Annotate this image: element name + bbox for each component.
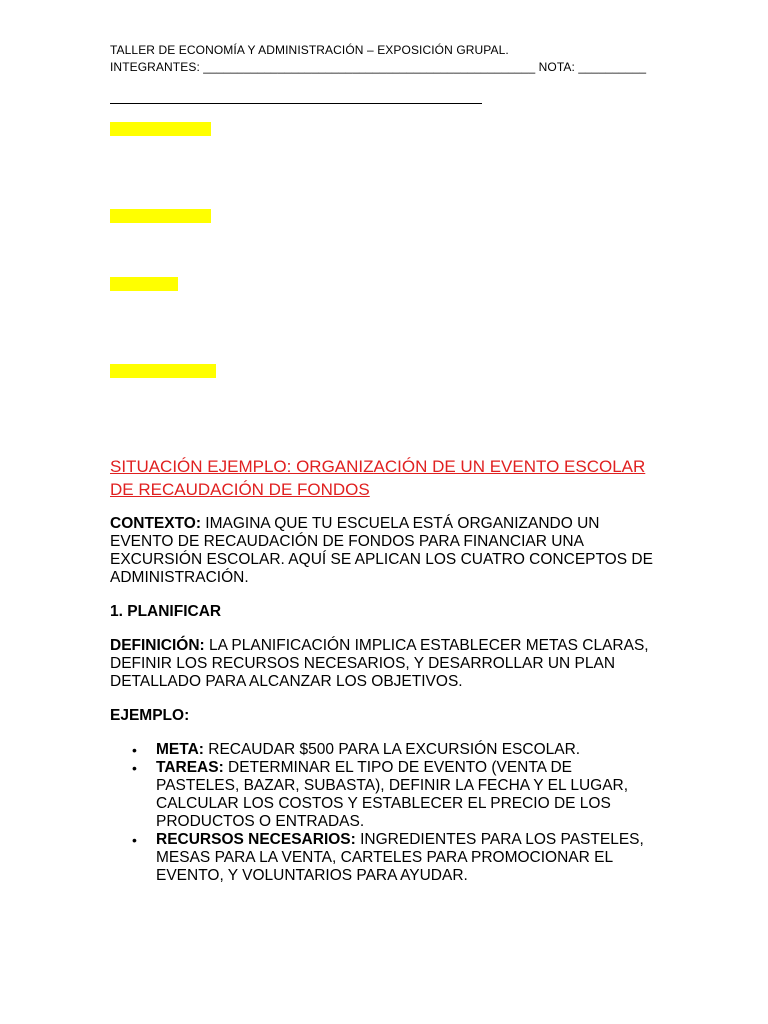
bullet-label: RECURSOS NECESARIOS: bbox=[156, 831, 356, 848]
heading-planificar: 1. PLANIFICAR bbox=[110, 603, 222, 620]
context-text: IMAGINA QUE TU ESCUELA ESTÁ ORGANIZANDO UN EVENTO DE RECAUDACIÓN DE FONDOS PARA FINANCIAR UNA EXCURSIÓN ESCOLAR. AQUÍ SE APLICAN LOS CUATRO CONCEPTOS DE ADMINISTRACIÓN. bbox=[110, 515, 653, 586]
context-paragraph bbox=[110, 515, 658, 587]
list-item bbox=[132, 759, 658, 831]
header-title: TALLER DE ECONOMÍA Y ADMINISTRACIÓN – EXPOSICIÓN GRUPAL. bbox=[110, 43, 509, 57]
main-content bbox=[110, 455, 658, 885]
bullet-label: TAREAS: bbox=[156, 759, 224, 776]
bullet-icon: • bbox=[132, 742, 137, 758]
highlight-block-3 bbox=[110, 277, 178, 291]
section-title: SITUACIÓN EJEMPLO: ORGANIZACIÓN DE UN EVENTO ESCOLAR DE RECAUDACIÓN DE FONDOS bbox=[110, 457, 646, 499]
bullet-text: RECAUDAR $500 PARA LA EXCURSIÓN ESCOLAR. bbox=[203, 741, 581, 758]
example-bullet-list bbox=[110, 741, 658, 885]
definition-paragraph bbox=[110, 637, 658, 691]
highlight-block-1 bbox=[110, 122, 211, 136]
definition-label: DEFINICIÓN: bbox=[110, 637, 205, 654]
list-item bbox=[132, 741, 658, 759]
bullet-text: DETERMINAR EL TIPO DE EVENTO (VENTA DE PASTELES, BAZAR, SUBASTA), DEFINIR LA FECHA Y EL LUGAR, CALCULAR LOS COSTOS Y ESTABLECER EL PRECIO DE LOS PRODUCTOS O ENTRADAS. bbox=[156, 759, 629, 830]
definition-text: LA PLANIFICACIÓN IMPLICA ESTABLECER METAS CLARAS, DEFINIR LOS RECURSOS NECESARIOS, Y DESARROLLAR UN PLAN DETALLADO PARA ALCANZAR LOS OBJETIVOS. bbox=[110, 637, 649, 690]
header-integrantes-line: INTEGRANTES: _________________________________________________ NOTA: __________ bbox=[110, 60, 647, 74]
bullet-icon: • bbox=[132, 832, 137, 848]
context-label: CONTEXTO: bbox=[110, 515, 201, 532]
bullet-label: META: bbox=[156, 741, 204, 758]
blank-underline bbox=[110, 103, 482, 104]
bullet-text: INGREDIENTES PARA LOS PASTELES, MESAS PARA LA VENTA, CARTELES PARA PROMOCIONAR EL EVENTO, Y VOLUNTARIOS PARA AYUDAR. bbox=[156, 831, 644, 884]
highlight-block-2 bbox=[110, 209, 211, 223]
bullet-icon: • bbox=[132, 760, 137, 776]
example-label: EJEMPLO: bbox=[110, 707, 190, 724]
highlight-block-4 bbox=[110, 364, 216, 378]
list-item bbox=[132, 831, 658, 885]
